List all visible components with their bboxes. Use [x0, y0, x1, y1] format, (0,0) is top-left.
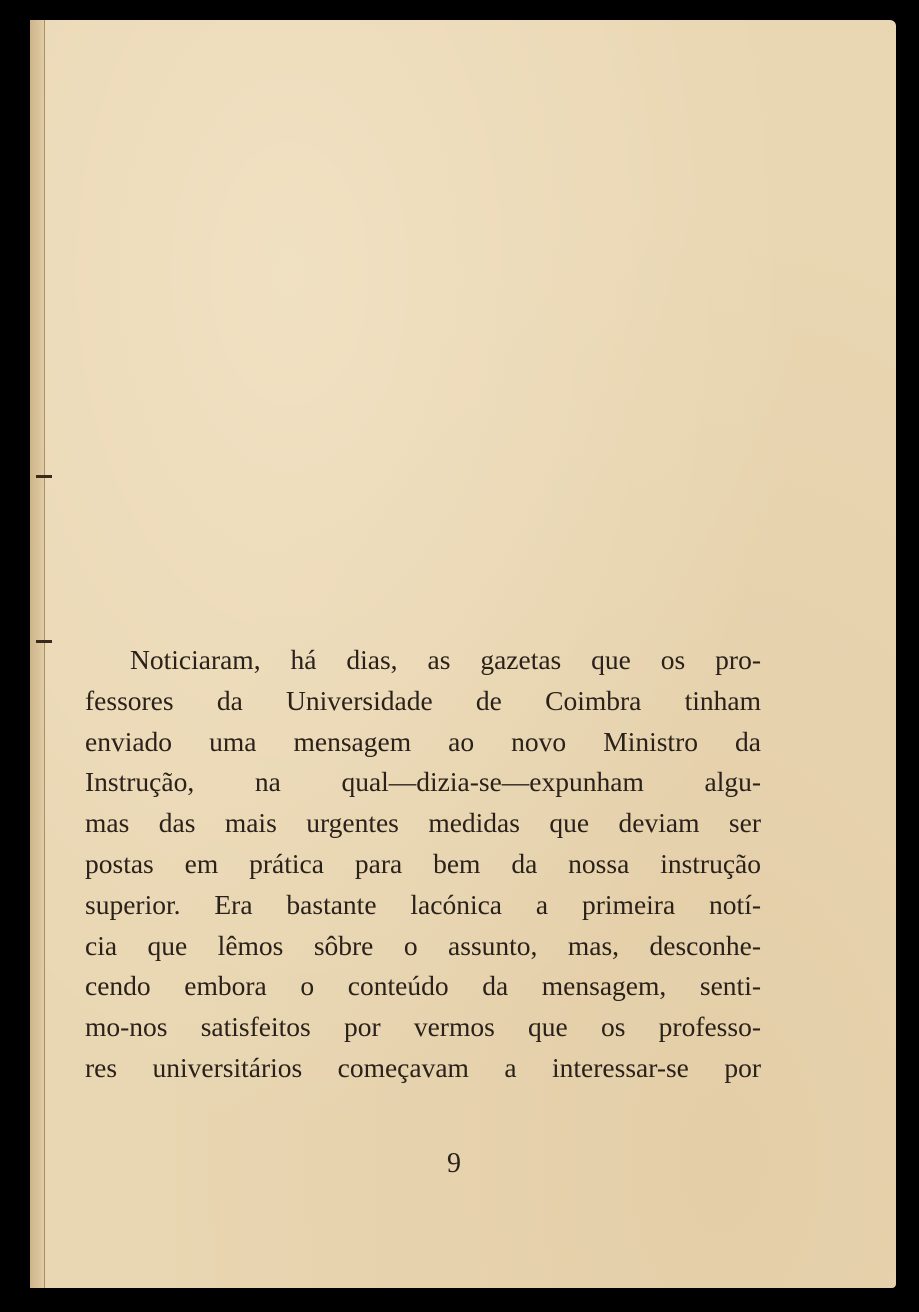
page-number: 9 — [447, 1148, 461, 1179]
text-line: cia que lêmos sôbre o assunto, mas, desconhe- — [85, 929, 761, 961]
page-spine — [30, 20, 45, 1288]
text-line: postas em prática para bem da nossa instrução — [85, 847, 761, 879]
text-line: enviado uma mensagem ao novo Ministro da — [85, 725, 761, 757]
text-line: fessores da Universidade de Coimbra tinham — [85, 684, 761, 716]
binding-stitch — [36, 640, 52, 643]
text-line: Noticiaram, há dias, as gazetas que os pro- — [130, 644, 761, 675]
text-line: superior. Era bastante lacónica a primeira notí- — [85, 888, 761, 920]
text-line: res universitários começavam a interessar-se por — [85, 1051, 761, 1083]
body-paragraph — [85, 640, 761, 1089]
text-line: cendo embora o conteúdo da mensagem, senti- — [85, 970, 761, 1002]
text-line: mo-nos satisfeitos por vermos que os professo- — [85, 1011, 761, 1043]
text-line: mas das mais urgentes medidas que deviam ser — [85, 807, 761, 839]
book-page — [30, 20, 896, 1288]
text-line: Instrução, na qual—dizia-se—expunham algu- — [85, 766, 761, 798]
binding-stitch — [36, 475, 52, 478]
